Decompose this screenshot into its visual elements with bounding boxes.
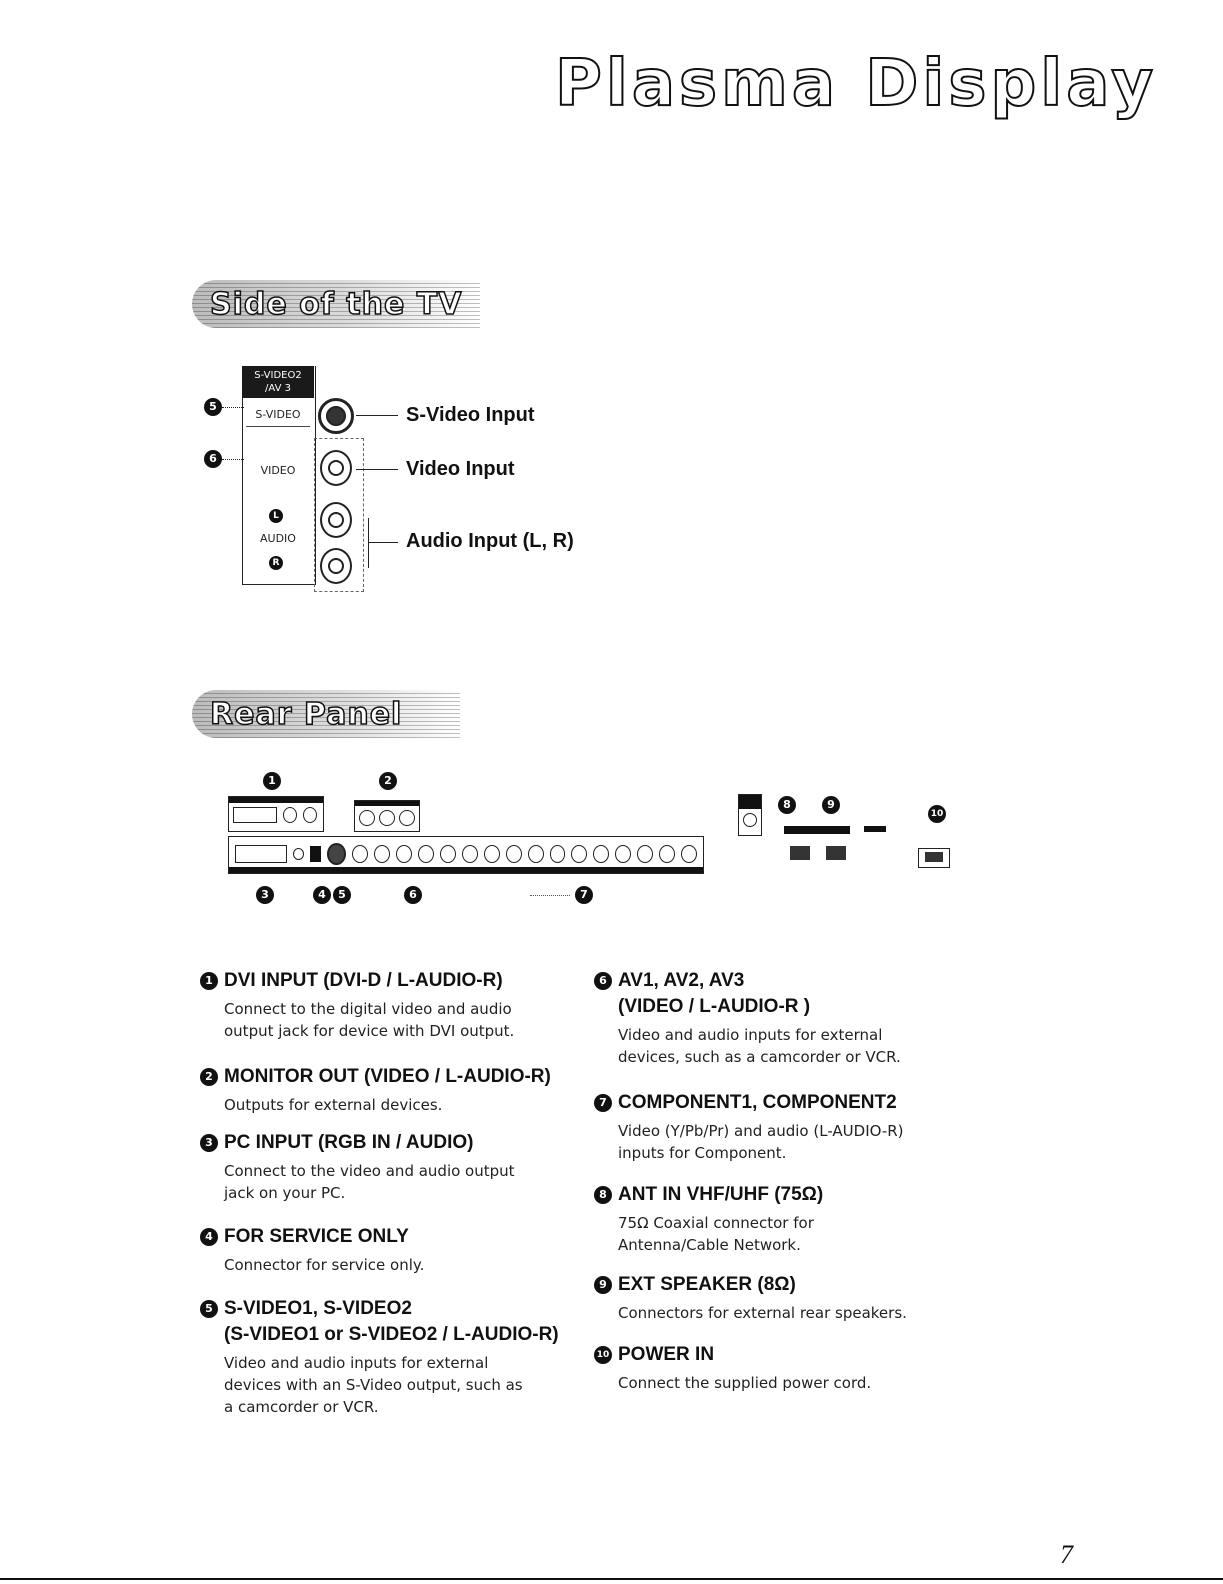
item-ant-in bbox=[594, 1182, 974, 1256]
marker-leader bbox=[222, 407, 244, 408]
callout-line bbox=[356, 469, 398, 470]
item-power-in bbox=[594, 1342, 974, 1394]
video-jack-icon bbox=[320, 450, 352, 486]
item-title: COMPONENT1, COMPONENT2 bbox=[618, 1092, 897, 1113]
marker-1: 1 bbox=[263, 772, 281, 790]
item-monitor-out bbox=[200, 1064, 580, 1116]
item-number: 7 bbox=[594, 1094, 612, 1112]
item-number: 6 bbox=[594, 972, 612, 990]
label-video: VIDEO bbox=[260, 464, 296, 477]
callout-video: Video Input bbox=[406, 458, 515, 480]
item-title: FOR SERVICE ONLY bbox=[224, 1226, 409, 1247]
label-right-badge: R bbox=[269, 556, 283, 570]
marker-8: 8 bbox=[778, 796, 796, 814]
item-title: PC INPUT (RGB IN / AUDIO) bbox=[224, 1132, 474, 1153]
item-desc: Video (Y/Pb/Pr) and audio (L-AUDIO-R) inputs for Component. bbox=[618, 1122, 904, 1162]
item-desc: Connectors for external rear speakers. bbox=[618, 1304, 907, 1322]
speaker-terminal-left bbox=[790, 846, 810, 860]
marker-6-rear: 6 bbox=[404, 886, 422, 904]
item-title: AV1, AV2, AV3 bbox=[618, 970, 745, 991]
antenna-block bbox=[738, 794, 762, 836]
label-audio: AUDIO bbox=[260, 532, 296, 545]
marker-5-rear: 5 bbox=[333, 886, 351, 904]
item-desc: Connect to the digital video and audio output jack for device with DVI output. bbox=[224, 1000, 515, 1040]
item-subtitle: (S-VIDEO1 or S-VIDEO2 / L-AUDIO-R) bbox=[224, 1324, 559, 1345]
item-number: 8 bbox=[594, 1186, 612, 1204]
marker-7: 7 bbox=[575, 886, 593, 904]
audio-l-jack-icon bbox=[320, 502, 352, 538]
svideo-jack-icon bbox=[318, 398, 354, 434]
audio-r-jack-icon bbox=[320, 548, 352, 584]
item-desc: 75Ω Coaxial connector for Antenna/Cable Network. bbox=[618, 1214, 814, 1254]
item-desc: Connector for service only. bbox=[224, 1256, 425, 1274]
section-banner-rear: Rear Panel bbox=[192, 690, 460, 738]
divider bbox=[246, 426, 310, 427]
item-number: 4 bbox=[200, 1228, 218, 1246]
marker-6: 6 bbox=[204, 450, 222, 468]
power-in-icon bbox=[918, 848, 950, 868]
item-svideo bbox=[200, 1296, 580, 1418]
item-subtitle: (VIDEO / L-AUDIO-R ) bbox=[618, 996, 811, 1017]
item-pc-input bbox=[200, 1130, 580, 1204]
item-title: DVI INPUT (DVI-D / L-AUDIO-R) bbox=[224, 970, 503, 991]
marker-10: 10 bbox=[928, 805, 946, 823]
item-title: ANT IN VHF/UHF (75Ω) bbox=[618, 1184, 824, 1205]
item-desc: Connect to the video and audio output jack on your PC. bbox=[224, 1162, 515, 1202]
rear-connector-strip bbox=[228, 836, 704, 874]
item-desc: Video and audio inputs for external devices, such as a camcorder or VCR. bbox=[618, 1026, 901, 1066]
label-left-badge: L bbox=[269, 509, 283, 523]
callout-line bbox=[368, 542, 398, 543]
item-number: 5 bbox=[200, 1300, 218, 1318]
item-number: 9 bbox=[594, 1276, 612, 1294]
item-number: 2 bbox=[200, 1068, 218, 1086]
speaker-tag bbox=[864, 826, 886, 832]
item-desc: Connect the supplied power cord. bbox=[618, 1374, 872, 1392]
item-desc: Video and audio inputs for external devices with an S-Video output, such as a camcorder or VCR. bbox=[224, 1354, 523, 1416]
page-number: 7 bbox=[1060, 1540, 1073, 1569]
item-ext-speaker bbox=[594, 1272, 974, 1324]
speaker-terminal-header bbox=[784, 826, 850, 834]
item-number: 10 bbox=[594, 1346, 612, 1364]
marker-leader bbox=[222, 459, 244, 460]
item-dvi-input bbox=[200, 968, 580, 1042]
page-title: Plasma Display bbox=[555, 47, 1158, 121]
item-number: 1 bbox=[200, 972, 218, 990]
label-svideo: S-VIDEO bbox=[255, 408, 301, 421]
marker-2: 2 bbox=[379, 772, 397, 790]
monitor-out-block bbox=[354, 800, 420, 832]
item-title: POWER IN bbox=[618, 1344, 715, 1365]
marker-3: 3 bbox=[256, 886, 274, 904]
item-number: 3 bbox=[200, 1134, 218, 1152]
marker-leader bbox=[530, 895, 570, 896]
callout-svideo: S-Video Input bbox=[406, 404, 535, 426]
callout-audio: Audio Input (L, R) bbox=[406, 530, 574, 552]
side-panel-header-text: S-VIDEO2 /AV 3 bbox=[254, 370, 302, 394]
item-title: MONITOR OUT (VIDEO / L-AUDIO-R) bbox=[224, 1066, 551, 1087]
marker-5: 5 bbox=[204, 398, 222, 416]
item-component bbox=[594, 1090, 974, 1164]
item-title: EXT SPEAKER (8Ω) bbox=[618, 1274, 796, 1295]
dvi-input-block bbox=[228, 796, 324, 832]
callout-bracket bbox=[368, 518, 369, 568]
marker-9: 9 bbox=[822, 796, 840, 814]
item-service bbox=[200, 1224, 580, 1276]
side-panel-header bbox=[242, 366, 314, 398]
speaker-terminal-right bbox=[826, 846, 846, 860]
callout-line bbox=[356, 415, 398, 416]
item-title: S-VIDEO1, S-VIDEO2 bbox=[224, 1298, 412, 1319]
marker-4: 4 bbox=[313, 886, 331, 904]
item-av bbox=[594, 968, 974, 1068]
item-desc: Outputs for external devices. bbox=[224, 1096, 443, 1114]
bottom-rule bbox=[0, 1578, 1223, 1580]
section-banner-side: Side of the TV bbox=[192, 280, 480, 328]
